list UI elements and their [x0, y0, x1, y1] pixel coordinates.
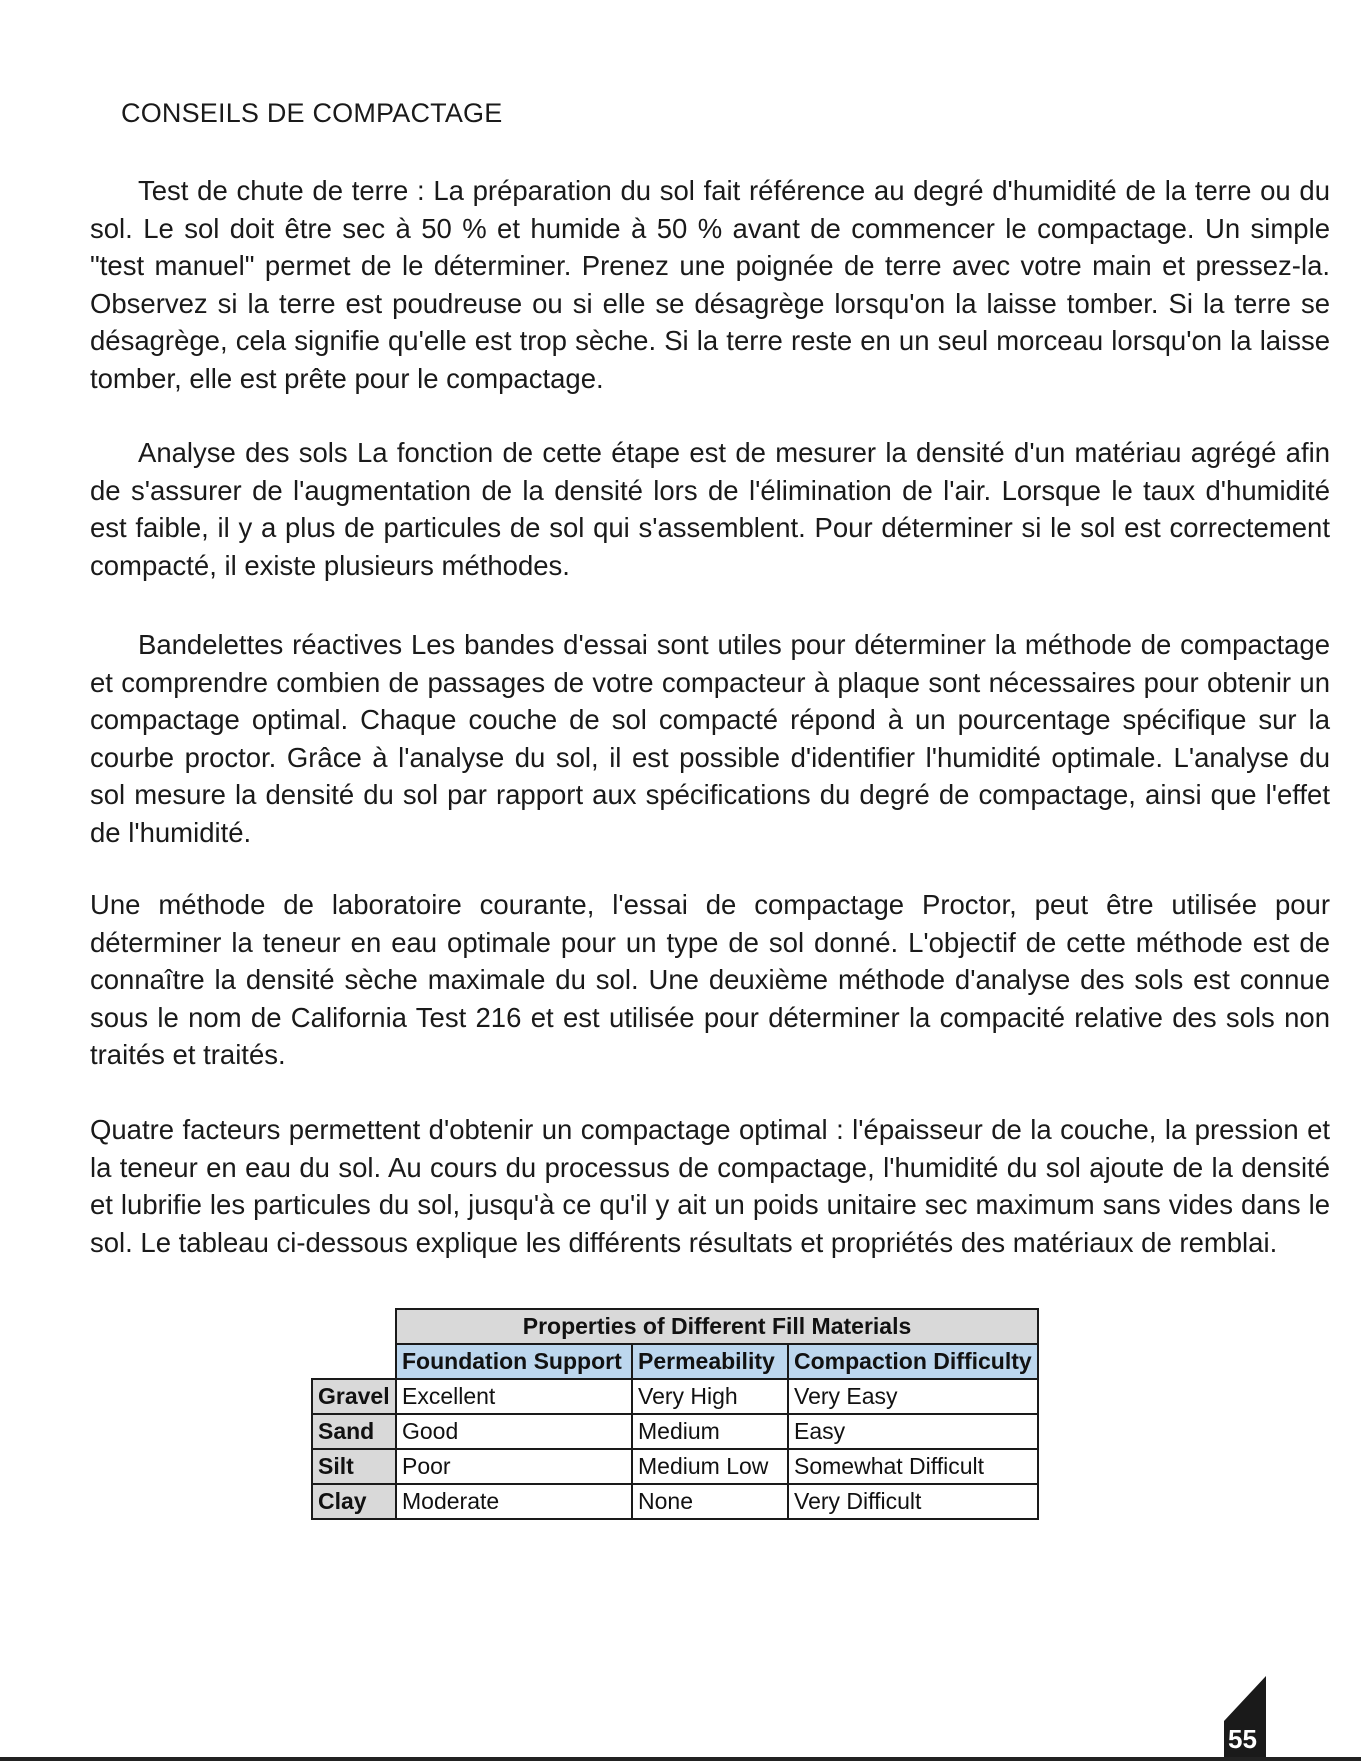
column-header-compaction-difficulty: Compaction Difficulty: [788, 1344, 1038, 1379]
row-header: Clay: [312, 1484, 396, 1519]
table-cell: Somewhat Difficult: [788, 1449, 1038, 1484]
paragraph-text: Une méthode de laboratoire courante, l'essai de compactage Proctor, peut être utilisée pour déterminer la teneur en eau optimale pour un type de sol donné. L'objectif de cette méthode est de connaître la densité sèche maximale du sol. Une deuxième méthode d'analyse des sols est connue sous le nom de California Test 216 et est utilisée pour déterminer la compacité relative des sols non traités et traités.: [90, 889, 1330, 1071]
bottom-divider: [0, 1757, 1361, 1761]
paragraph-soil-drop-test: [90, 172, 1330, 398]
page-number: 55: [1228, 1724, 1257, 1754]
column-header-foundation-support: Foundation Support: [396, 1344, 632, 1379]
table-cell: Poor: [396, 1449, 632, 1484]
row-header: Sand: [312, 1414, 396, 1449]
table-cell: Very High: [632, 1379, 788, 1414]
row-header: Gravel: [312, 1379, 396, 1414]
table-header-row: [312, 1344, 1038, 1379]
table-row: [312, 1484, 1038, 1519]
table-cell: Good: [396, 1414, 632, 1449]
table-cell: Very Difficult: [788, 1484, 1038, 1519]
paragraph-text: Bandelettes réactives Les bandes d'essai sont utiles pour déterminer la méthode de compactage et comprendre combien de passages de votre compacteur à plaque sont nécessaires pour obtenir un compactage optimal. Chaque couche de sol compacté répond à un pourcentage spécifique sur la courbe proctor. Grâce à l'analyse du sol, il est possible d'identifier l'humidité optimale. L'analyse du sol mesure la densité du sol par rapport aux spécifications du degré de compactage, ainsi que l'effet de l'humidité.: [90, 629, 1330, 848]
paragraph-test-strips: [90, 626, 1330, 852]
paragraph-text: Analyse des sols La fonction de cette étape est de mesurer la densité d'un matériau agrégé afin de s'assurer de l'augmentation de la densité lors de l'élimination de l'air. Lorsque le taux d'humidité est faible, il y a plus de particules de sol qui s'assemblent. Pour déterminer si le sol est correctement compacté, il existe plusieurs méthodes.: [90, 437, 1330, 581]
table-cell: None: [632, 1484, 788, 1519]
table-cell: Moderate: [396, 1484, 632, 1519]
blank-corner: [312, 1309, 396, 1344]
table-cell: Medium Low: [632, 1449, 788, 1484]
blank-corner: [312, 1344, 396, 1379]
table-cell: Very Easy: [788, 1379, 1038, 1414]
table-title-row: [312, 1309, 1038, 1344]
table-cell: Excellent: [396, 1379, 632, 1414]
row-header: Silt: [312, 1449, 396, 1484]
page-title: CONSEILS DE COMPACTAGE: [121, 98, 503, 128]
paragraph-text: Test de chute de terre : La préparation du sol fait référence au degré d'humidité de la terre ou du sol. Le sol doit être sec à 50 % et humide à 50 % avant de commencer le compactage. Un simple "test manuel" permet de le déterminer. Prenez une poignée de terre avec votre main et pressez-la. Observez si la terre est poudreuse ou si elle se désagrège lorsqu'on la laisse tomber. Si la terre se désagrège, cela signifie qu'elle est trop sèche. Si la terre reste en un seul morceau lorsqu'on la laisse tomber, elle est prête pour le compactage.: [90, 175, 1330, 394]
table-row: [312, 1414, 1038, 1449]
table-row: [312, 1379, 1038, 1414]
paragraph-compaction-factors: [90, 1111, 1330, 1261]
paragraph-soil-analysis: [90, 434, 1330, 584]
paragraph-proctor-test: [90, 886, 1330, 1074]
table-cell: Easy: [788, 1414, 1038, 1449]
table-cell: Medium: [632, 1414, 788, 1449]
table-title: Properties of Different Fill Materials: [396, 1309, 1038, 1344]
paragraph-text: Quatre facteurs permettent d'obtenir un compactage optimal : l'épaisseur de la couche, la pression et la teneur en eau du sol. Au cours du processus de compactage, l'humidité du sol ajoute de la densité et lubrifie les particules du sol, jusqu'à ce qu'il y ait un poids unitaire sec maximum sans vides dans le sol. Le tableau ci-dessous explique les différents résultats et propriétés des matériaux de remblai.: [90, 1114, 1330, 1258]
table-row: [312, 1449, 1038, 1484]
column-header-permeability: Permeability: [632, 1344, 788, 1379]
fill-materials-table: [311, 1308, 1039, 1520]
